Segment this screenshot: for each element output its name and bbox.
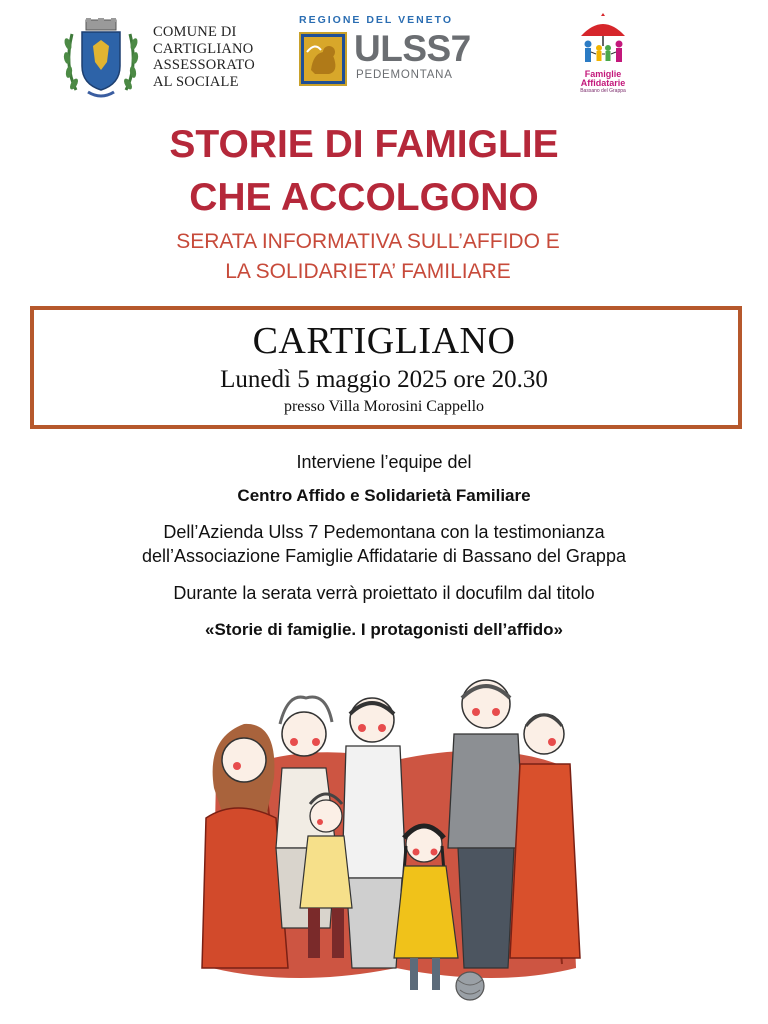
ulss-logo-text: ULSS7 (354, 28, 471, 69)
body-line-4: dell’Associazione Famiglie Affidatarie di Bassano del Grappa (142, 546, 626, 566)
docufilm-title: «Storie di famiglie. I protagonisti dell’affido» (205, 620, 563, 639)
ulss-logo-subtitle: PEDEMONTANA (356, 69, 453, 81)
main-title-line-2: CHE ACCOLGONO (189, 176, 539, 219)
body-line-1: Interviene l’equipe del (296, 452, 472, 472)
comune-line-4: AL SOCIALE (153, 73, 239, 90)
main-title-line-1: STORIE DI FAMIGLIE (169, 123, 559, 166)
event-venue: presso Villa Morosini Cappello (283, 398, 485, 415)
subtitle-line-2: LA SOLIDARIETA’ FAMILIARE (225, 260, 511, 283)
family-group-illustration (196, 668, 592, 1016)
body-line-3: Dell’Azienda Ulss 7 Pedemontana con la testimonianza (163, 522, 605, 542)
subtitle-line-1: SERATA INFORMATIVA SULL’AFFIDO E (176, 230, 560, 253)
event-date: Lunedì 5 maggio 2025 ore 20.30 (220, 366, 548, 393)
association-name-line-2: Affidatarie (580, 78, 626, 88)
coat-of-arms-icon (62, 16, 140, 100)
association-logo-subtitle: Bassano del Grappa (580, 88, 626, 94)
comune-line-2: CARTIGLIANO (153, 40, 254, 57)
family-umbrella-icon (571, 12, 635, 76)
body-line-2: Centro Affido e Solidarietà Familiare (237, 486, 531, 505)
comune-line-1: COMUNE DI (153, 24, 237, 40)
association-name-line-1: Famiglie (584, 69, 622, 79)
event-city: CARTIGLIANO (252, 320, 516, 362)
lion-of-saint-mark-icon (299, 32, 347, 86)
comune-name (153, 24, 255, 90)
association-logo-name (569, 70, 637, 88)
body-line-5: Durante la serata verrà proiettato il docufilm dal titolo (173, 583, 595, 603)
region-label: REGIONE DEL VENETO (299, 14, 454, 26)
comune-line-3: ASSESSORATO (153, 57, 255, 73)
